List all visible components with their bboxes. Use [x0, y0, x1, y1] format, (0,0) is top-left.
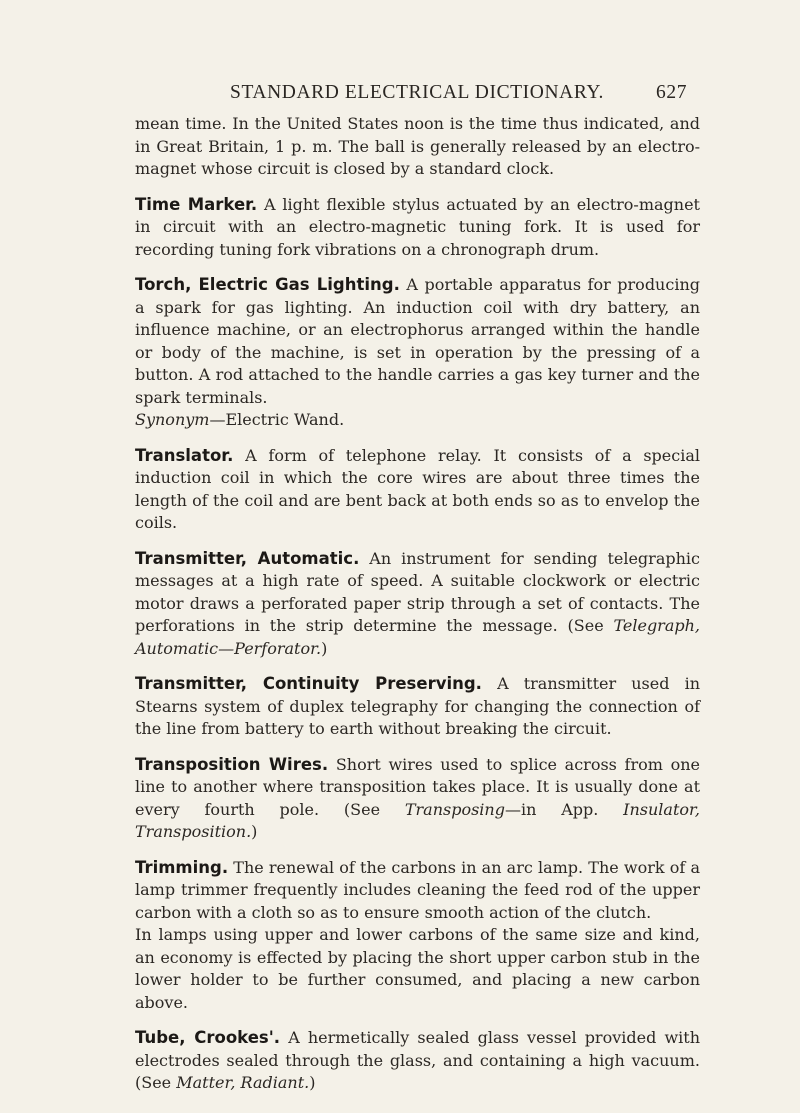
entry-term: Tube, Crookes'.: [135, 1028, 281, 1047]
synonym-text: —Electric Wand.: [209, 410, 345, 429]
entry-term: Torch, Electric Gas Lighting.: [135, 275, 400, 294]
see-open: (See: [135, 1073, 177, 1092]
entry-tube-crookes: [135, 1027, 700, 1095]
entry-text: A form of telephone relay. It consists of a special induction coil in which the core wires are about three times the length of the coil and are bent back at both ends so as to envelop the coils.: [135, 445, 701, 532]
running-header: [0, 82, 800, 112]
entry-term: Transmitter, Continuity Preserving.: [135, 674, 482, 693]
see-open: (See: [567, 616, 614, 635]
see-close: ): [321, 638, 328, 658]
entry-text: An instrument for sending telegraphic messages at a high rate of speed. A suitable clockwork or electric motor draws a perforated paper strip through a set of contacts. The perforations in the strip determine the message.: [135, 548, 700, 635]
see-close: ): [309, 1073, 316, 1092]
entry-term: Transposition Wires.: [135, 754, 329, 774]
page-number: 627: [656, 82, 688, 103]
entry-transposition-wires: [135, 754, 700, 844]
see-open: (See: [343, 799, 405, 819]
entry-text: The renewal of the carbons in an arc lamp. The work of a lamp trimmer frequently includes cleaning the feed rod of the upper carbon with a cloth so as to ensure smooth action of the clutch.: [135, 857, 701, 922]
entry-text: A portable apparatus for producing a spark for gas lighting. An induction coil with dry battery, an influence machine, or an electrophorus arranged within the handle or body of the machine, is set in operation by the pressing of a button. A rod attached to the handle carries a gas key turner and the spark terminals.: [135, 275, 700, 407]
see-ref: Insulator, Transposition.: [135, 799, 700, 841]
see-close: ): [251, 822, 258, 841]
see-ref: Transposing: [404, 799, 505, 819]
see-ref: Matter, Radiant.: [176, 1073, 310, 1092]
entry-text: A light flexible stylus actuated by an electro-magnet in circuit with an electro-magnetic tuning fork. It is used for recording tuning fork vibrations on a chronograph drum.: [135, 194, 700, 259]
entry-text: Short wires used to splice across from one line to another where transposition takes place. It is usually done at every fourth pole.: [135, 754, 700, 819]
entry-trimming: [135, 857, 700, 925]
entry-term: Time Marker.: [135, 194, 258, 214]
continuation-paragraph: mean time. In the United States noon is the time thus indicated, and in Great Britain, 1 p. m. The ball is generally released by an electro-magnet whose circuit is closed by a standard clock.: [135, 114, 700, 178]
synonym-line: [135, 409, 700, 432]
header-title: STANDARD ELECTRICAL DICTIONARY.: [230, 82, 604, 103]
entry-trimming-continued: In lamps using upper and lower carbons of the same size and kind, an economy is effected by placing the short upper carbon stub in the lower holder to be further consumed, and placing a new carbon above.: [135, 925, 700, 1012]
see-ref: Telegraph, Automatic—Perforator.: [135, 616, 700, 658]
entry-term: Transmitter, Automatic.: [135, 548, 360, 568]
entry-time-marker: [135, 194, 700, 262]
page-body: [135, 113, 700, 1095]
entry-transmitter-continuity-preserving: [135, 673, 700, 741]
entry-translator: [135, 445, 700, 535]
see-mid: —in App.: [504, 799, 624, 819]
entry-term: Translator.: [135, 445, 234, 465]
entry-term: Trimming.: [135, 857, 229, 877]
entry-transmitter-automatic: [135, 548, 700, 661]
synonym-label: Synonym: [135, 410, 210, 429]
entry-text: A hermetically sealed glass vessel provided with electrodes sealed through the glass, and containing a high vacuum.: [135, 1028, 701, 1070]
entry-torch-electric-gas-lighting: [135, 274, 700, 409]
see-reference: [135, 1073, 315, 1092]
entry-text: A transmitter used in Stearns system of duplex telegraphy for changing the connection of the line from battery to earth without breaking the circuit.: [135, 674, 700, 738]
